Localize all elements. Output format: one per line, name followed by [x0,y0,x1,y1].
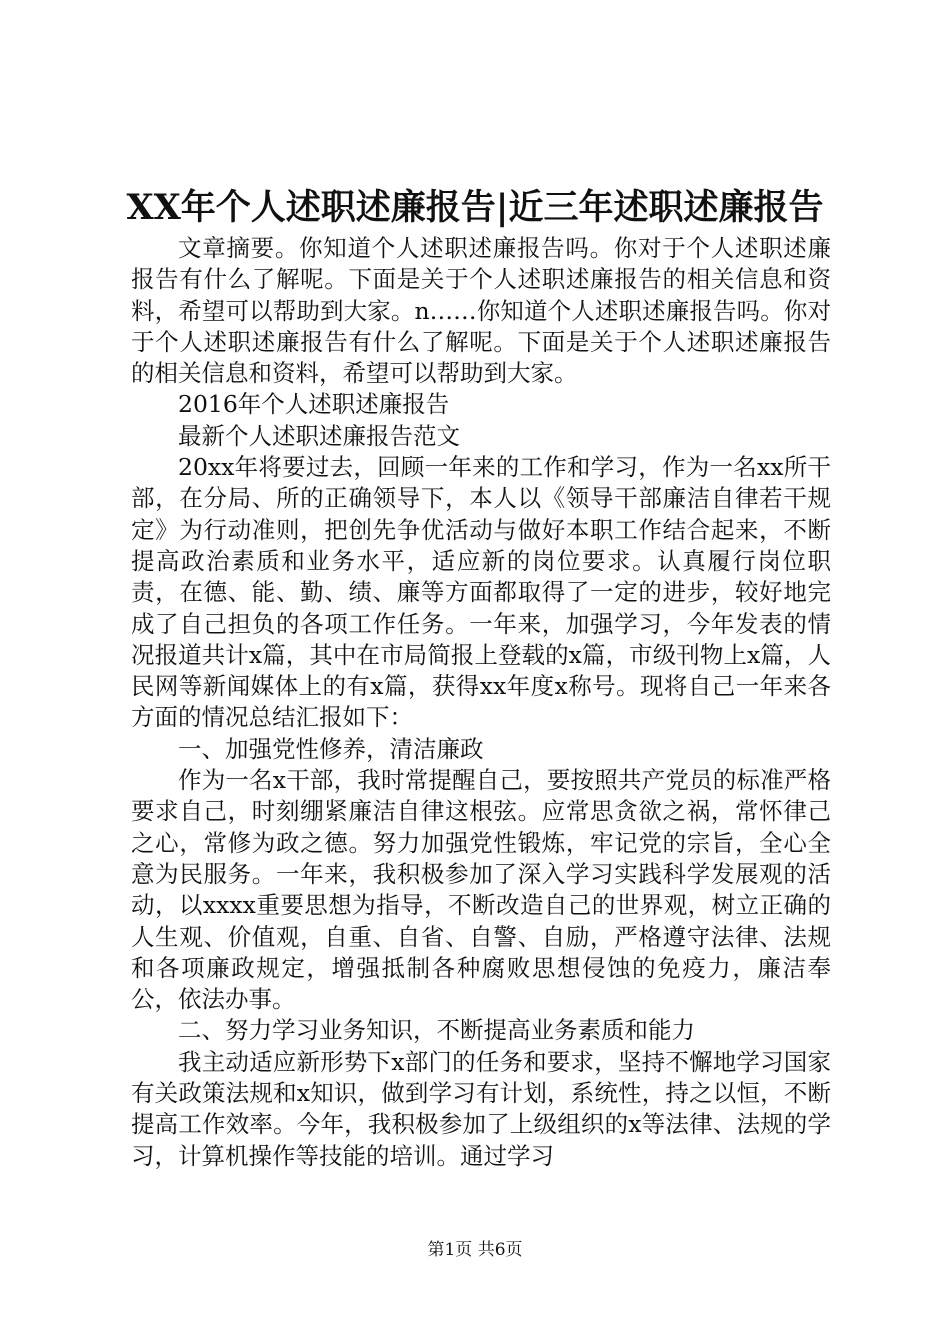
page-number-footer: 第1页 共6页 [427,1240,523,1260]
paragraph-intro: 20xx年将要过去，回顾一年来的工作和学习，作为一名xx所干部，在分局、所的正确领导下，本人以《领导干部廉洁自律若干规定》为行动准则，把创先争优活动与做好本职工作结合起来，不断提高政治素质和业务水平，适应新的岗位要求。认真履行岗位职责，在德、能、勤、绩、廉等方面都取得了一定的进步，较好地完成了自己担负的各项工作任务。一年来，加强学习，今年发表的情况报道共计x篇，其中在市局简报上登载的x篇，市级刊物上x篇，人民网等新闻媒体上的有x篇，获得xx年度x称号。现将自己一年来各方面的情况总结汇报如下： [131,453,831,732]
paragraph-section-1: 作为一名x干部，我时常提醒自己，要按照共产党员的标准严格要求自己，时刻绷紧廉洁自律这根弦。应常思贪欲之祸，常怀律己之心，常修为政之德。努力加强党性锻炼，牢记党的宗旨，全心全意为民服务。一年来，我积极参加了深入学习实践科学发展观的活动，以xxxx重要思想为指导，不断改造自己的世界观，树立正确的人生观、价值观，自重、自省、自警、自励，严格遵守法律、法规和各项廉政规定，增强抵制各种腐败思想侵蚀的免疫力，廉洁奉公，依法办事。 [131,766,831,1014]
paragraph-subtitle-2016: 2016年个人述职述廉报告 [178,390,450,419]
paragraph-subtitle-sample: 最新个人述职述廉报告范文 [178,421,460,450]
paragraph-section-2: 我主动适应新形势下x部门的任务和要求，坚持不懈地学习国家有关政策法规和x知识，做到学习有计划，系统性，持之以恒，不断提高工作效率。今年，我积极参加了上级组织的x等法律、法规的学习，计算机操作等技能的培训。通过学习 [131,1047,831,1170]
document-title: XX年个人述职述廉报告|近三年述职述廉报告 [126,187,824,228]
paragraph-abstract: 文章摘要。你知道个人述职述廉报告吗。你对于个人述职述廉报告有什么了解呢。下面是关于个人述职述廉报告的相关信息和资料，希望可以帮助到大家。n……你知道个人述职述廉报告吗。你对于个人述职述廉报告有什么了解呢。下面是关于个人述职述廉报告的相关信息和资料，希望可以帮助到大家。 [131,234,831,388]
section-heading-2: 二、努力学习业务知识，不断提高业务素质和能力 [178,1016,695,1045]
section-heading-1: 一、加强党性修养，清洁廉政 [178,734,484,763]
document-body [131,233,831,1172]
